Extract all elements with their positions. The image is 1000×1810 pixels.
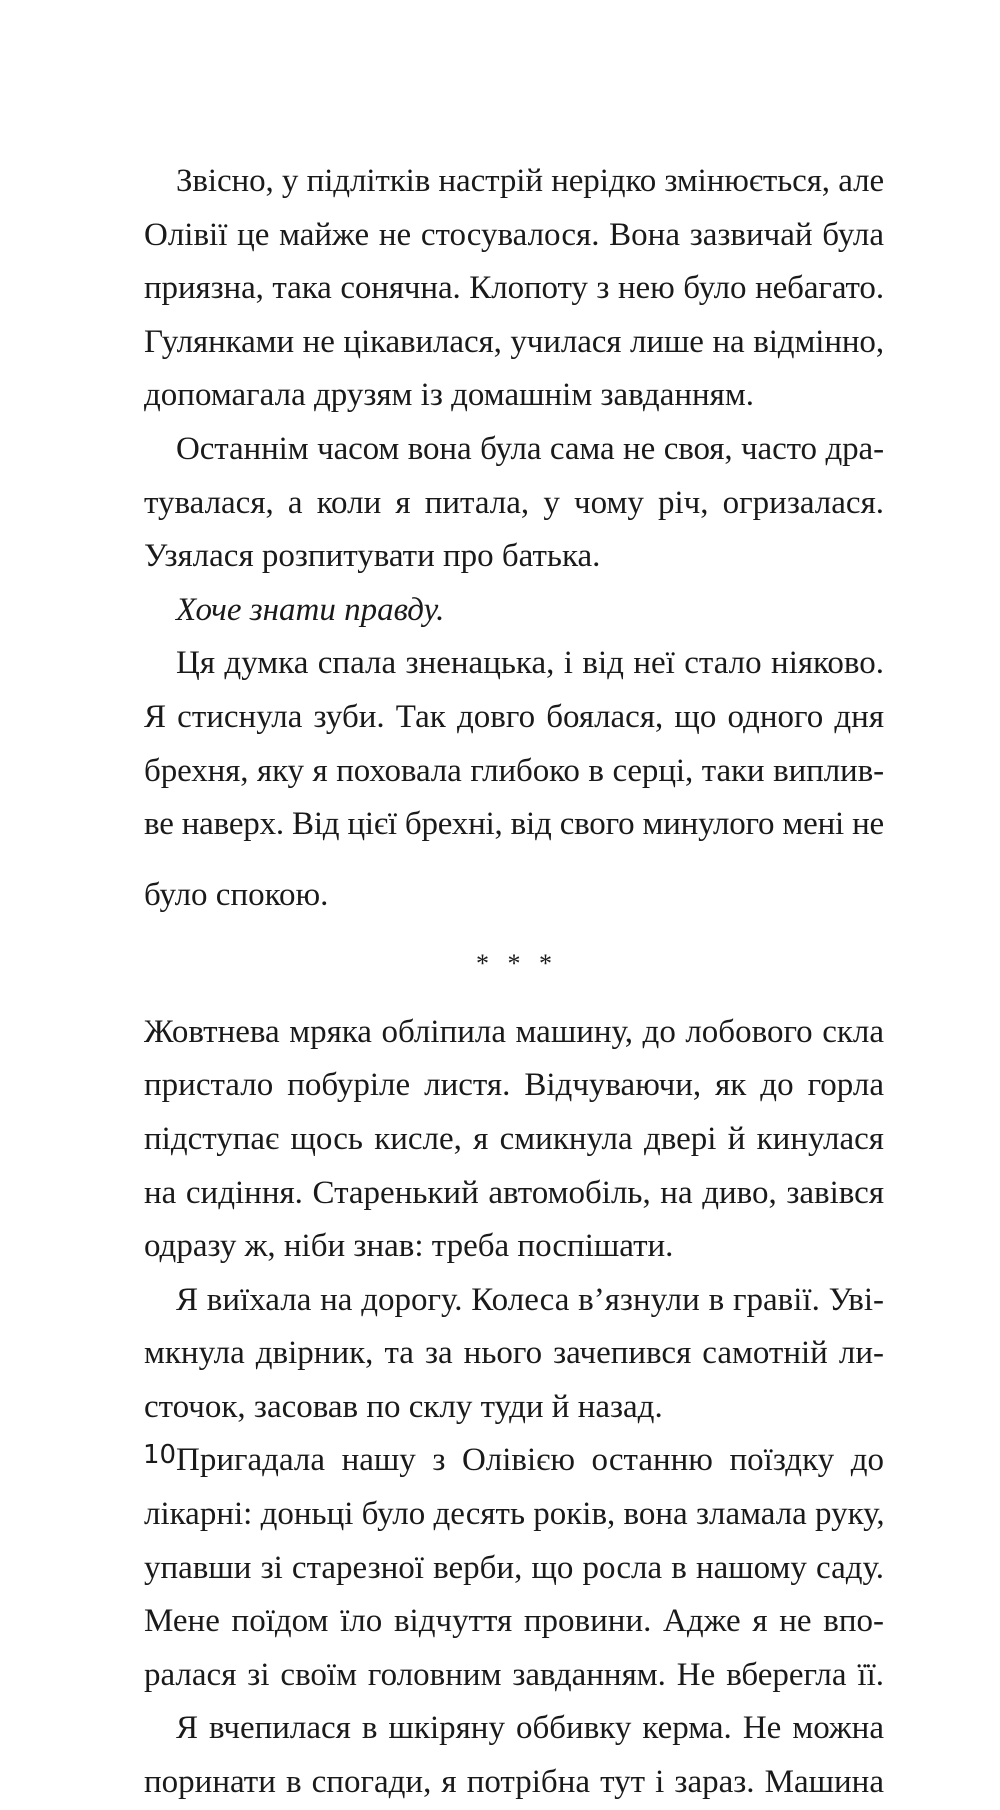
text-line: сточок, засовав по склу туди й назад. [144,1388,663,1425]
section-separator: * * * [476,948,558,978]
text-line: поринати в спогади, я потрібна тут і зараз. Машина [144,1764,884,1801]
text-line-italic: Хоче знати правду. [176,591,445,628]
text-line: ве наверх. Від цієї брехні, від свого минулого мені не [144,806,884,843]
text-line: Ця думка спала зненацька, і від неї стало ніяково. [176,645,884,682]
text-line: Олівії це майже не стосувалося. Вона зазвичай була [144,216,884,253]
text-line: Гулянками не цікавилася, училася лише на відмінно, [144,323,884,360]
text-line: було спокою. [144,876,329,913]
text-line: мкнула двірник, та за нього зачепився самотній ли- [144,1335,884,1372]
text-line: допомагала друзям із домашнім завданням. [144,377,754,414]
text-line: тувалася, а коли я питала, у чому річ, огризалася. [144,484,884,521]
text-line: Жовтнева мряка обліпила машину, до лобового скла [144,1013,884,1050]
text-line: пристало побуріле листя. Відчуваючи, як до горла [144,1067,884,1104]
text-line: підступає щось кисле, я смикнула двері й кинулася [144,1120,884,1157]
text-line: упавши зі старезної верби, що росла в нашому саду. [144,1549,884,1586]
text-line: Мене поїдом їло відчуття провини. Адже я не впо- [144,1603,884,1640]
text-line: Я вчепилася в шкіряну оббивку керма. Не можна [176,1710,884,1747]
text-line: брехня, яку я поховала глибоко в серці, таки виплив- [144,752,884,789]
text-line: Пригадала нашу з Олівією останню поїздку до [176,1442,884,1479]
text-line: ралася зі своїм головним завданням. Не вберегла її. [144,1656,884,1693]
text-line: приязна, така сонячна. Клопоту з нею було небагато. [144,270,884,307]
page-number: 10 [143,1440,177,1470]
text-line: лікарні: доньці було десять років, вона зламала руку, [144,1496,885,1533]
text-line: Я виїхала на дорогу. Колеса в’язнули в гравії. Уві- [176,1281,884,1318]
text-line: Останнім часом вона була сама не своя, часто дра- [176,430,884,467]
text-line: Узялася розпитувати про батька. [144,538,601,575]
text-line: на сидіння. Старенький автомобіль, на диво, завівся [144,1174,884,1211]
text-line: Звісно, у підлітків настрій нерідко змінюється, але [176,163,884,199]
text-line: Я стиснула зуби. Так довго боялася, що одного дня [144,698,884,735]
page-text [144,155,884,1810]
text-line: одразу ж, ніби знав: треба поспішати. [144,1228,674,1265]
